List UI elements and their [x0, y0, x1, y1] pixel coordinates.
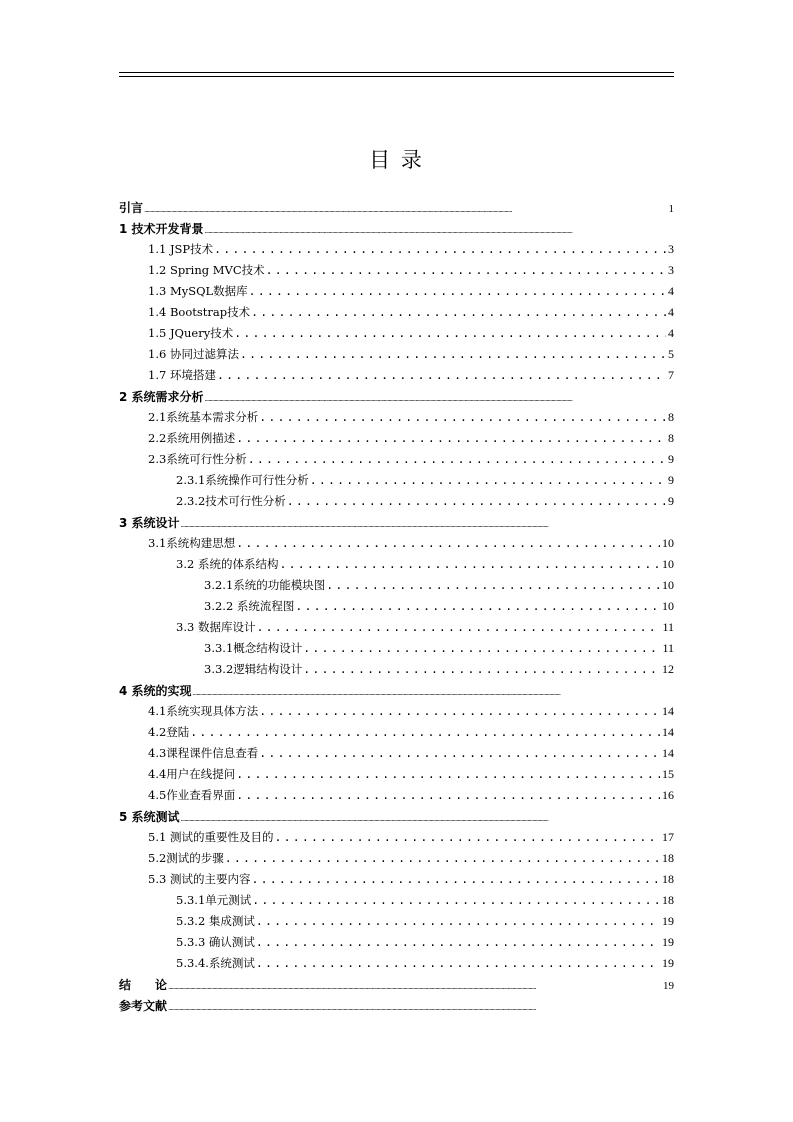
toc-entry-5-3-2[interactable] [176, 913, 674, 929]
toc-entry-5-2[interactable] [148, 850, 674, 866]
toc-entry-label: 4.1系统实现具体方法 [148, 704, 259, 718]
leader-dots [251, 872, 660, 886]
leader-dots [274, 830, 660, 844]
toc-entry-2-3-2[interactable] [176, 493, 674, 509]
toc-entry-1-6[interactable] [148, 346, 674, 362]
leader-dots [236, 788, 660, 802]
leader-dots [236, 536, 660, 550]
leader-dots [217, 368, 666, 382]
leader-dots [205, 395, 672, 403]
toc-entry-page: 17 [662, 830, 674, 844]
leader-dots [234, 326, 666, 340]
toc-entry-label: 1.5 JQuery技术 [148, 326, 234, 340]
toc-entry-label: 5.3.3 确认测试 [176, 935, 255, 949]
leader-dots [190, 725, 660, 739]
toc-entry-page: 19 [662, 956, 674, 970]
toc-entry-label: 3.2.1系统的功能模块图 [204, 578, 326, 592]
toc-entry-label: 5.3 测试的主要内容 [148, 872, 251, 886]
leader-dots [249, 284, 666, 298]
toc-entry-label: 5.2测试的步骤 [148, 851, 224, 865]
toc-entry-label: 4.2登陆 [148, 725, 190, 739]
toc-entry-4-5[interactable] [148, 787, 674, 803]
toc-entry-page: 11 [662, 641, 674, 655]
toc-entry-2-2[interactable] [148, 430, 674, 446]
toc-entry-label: 1.3 MySQL数据库 [148, 284, 248, 298]
toc-entry-page: 8 [668, 410, 674, 424]
toc-entry-page: 10 [662, 536, 674, 550]
leader-dots [256, 620, 660, 634]
toc-entry-page: 10 [662, 578, 674, 592]
toc-entry-page: 19 [662, 935, 674, 949]
toc-entry-page: 7 [668, 368, 674, 382]
toc-entry-5-3[interactable] [148, 871, 674, 887]
toc-entry-1-7[interactable] [148, 367, 674, 383]
leader-dots [236, 767, 660, 781]
leader-dots [181, 521, 672, 529]
toc-entry-label: 3 系统设计 [119, 516, 180, 530]
toc-entry-label: 5.3.2 集成测试 [176, 914, 255, 928]
leader-dots [287, 494, 666, 508]
toc-entry-page: 3 [668, 263, 674, 277]
toc-entry-label: 3.3.2逻辑结构设计 [204, 662, 303, 676]
toc-entry-page: 5 [668, 347, 674, 361]
toc-entry-page: 19 [662, 914, 674, 928]
toc-entry-page: 12 [662, 662, 674, 676]
leader-dots [205, 227, 672, 235]
toc-entry-page: 4 [668, 326, 674, 340]
toc-entry-page: 9 [668, 452, 674, 466]
toc-entry-chapter-3[interactable] [119, 514, 674, 531]
toc-entry-3-2-1[interactable] [204, 577, 674, 593]
leader-dots [252, 893, 660, 907]
toc-entry-2-3-1[interactable] [176, 472, 674, 488]
leader-dots [256, 956, 660, 970]
leader-dots [295, 599, 660, 613]
toc-entry-page: 18 [662, 893, 674, 907]
toc-entry-label: 3.2 系统的体系结构 [176, 557, 279, 571]
toc-entry-4-3[interactable] [148, 745, 674, 761]
toc-entry-label: 1.6 协同过滤算法 [148, 347, 239, 361]
header-rule-top [119, 72, 674, 73]
toc-entry-label: 4.3课程课件信息查看 [148, 746, 259, 760]
toc-entry-label: 1.7 环境搭建 [148, 368, 216, 382]
toc-entry-3-3[interactable] [176, 619, 674, 635]
leader-dots [259, 704, 660, 718]
toc-entry-page: 11 [662, 620, 674, 634]
toc-entry-5-3-1[interactable] [176, 892, 674, 908]
leader-dots [168, 1004, 672, 1012]
leader-dots [326, 578, 660, 592]
toc-entry-1-1[interactable] [148, 241, 674, 257]
toc-entry-page: 18 [662, 851, 674, 865]
toc-entry-label: 3.1系统构建思想 [148, 536, 236, 550]
toc-entry-references[interactable] [119, 997, 674, 1014]
toc-entry-label: 5.3.1单元测试 [176, 893, 252, 907]
toc-entry-4-1[interactable] [148, 703, 674, 719]
toc-entry-1-2[interactable] [148, 262, 674, 278]
toc-entry-label: 1.2 Spring MVC技术 [148, 263, 265, 277]
toc-entry-3-2-2[interactable] [204, 598, 674, 614]
toc-entry-page: 4 [668, 284, 674, 298]
leader-dots [266, 263, 666, 277]
toc-entry-page: 10 [662, 557, 674, 571]
leader-dots [214, 242, 666, 256]
toc-entry-3-3-1[interactable] [204, 640, 674, 656]
toc-entry-label: 1 技术开发背景 [119, 222, 204, 236]
toc-entry-label: 2.3.1系统操作可行性分析 [176, 473, 309, 487]
header-rule-bottom [119, 76, 674, 77]
toc-entry-page: 1 [668, 203, 674, 215]
leader-dots [259, 746, 660, 760]
toc-entry-3-2[interactable] [176, 556, 674, 572]
leader-dots [259, 410, 666, 424]
toc-entry-chapter-5[interactable] [119, 808, 674, 825]
toc-entry-label: 5.3.4.系统测试 [176, 956, 255, 970]
toc-entry-chapter-4[interactable] [119, 682, 674, 699]
toc-entry-chapter-2[interactable] [119, 388, 674, 405]
toc-entry-label: 结 论 [119, 978, 168, 992]
leader-dots [236, 431, 666, 445]
toc-entry-page: 9 [668, 494, 674, 508]
toc-entry-label: 5.1 测试的重要性及目的 [148, 830, 274, 844]
toc-entry-1-4[interactable] [148, 304, 674, 320]
toc-entry-chapter-1[interactable] [119, 220, 674, 237]
leader-dots [251, 305, 666, 319]
toc-entry-page: 10 [662, 599, 674, 613]
leader-dots [303, 641, 660, 655]
toc-entry-label: 参考文献 [119, 999, 168, 1013]
toc-entry-label: 4.5作业查看界面 [148, 788, 236, 802]
toc-entry-page: 14 [662, 704, 674, 718]
toc-entry-label: 3.2.2 系统流程图 [204, 599, 295, 613]
toc-entry-page: 14 [662, 725, 674, 739]
toc-entry-1-5[interactable] [148, 325, 674, 341]
toc-entry-label: 4 系统的实现 [119, 684, 192, 698]
toc-entry-label: 2.3.2技术可行性分析 [176, 494, 286, 508]
toc-entry-label: 5 系统测试 [119, 810, 180, 824]
toc-entry-page: 3 [668, 242, 674, 256]
toc-entry-3-3-2[interactable] [204, 661, 674, 677]
toc-entry-5-3-3[interactable] [176, 934, 674, 950]
leader-dots [279, 557, 660, 571]
toc-entry-page: 4 [668, 305, 674, 319]
toc-entry-page: 14 [662, 746, 674, 760]
leader-dots [248, 452, 666, 466]
leader-dots [168, 983, 661, 991]
toc-title: 目 录 [369, 148, 424, 172]
toc-entry-5-3-4[interactable] [176, 955, 674, 971]
leader-dots [181, 815, 672, 823]
toc-entry-page: 9 [668, 473, 674, 487]
leader-dots [144, 206, 666, 214]
toc-entry-label: 2.1系统基本需求分析 [148, 410, 259, 424]
toc-entry-label: 3.3.1概念结构设计 [204, 641, 303, 655]
leader-dots [256, 935, 660, 949]
leader-dots [240, 347, 666, 361]
toc-entry-label: 2.2系统用例描述 [148, 431, 236, 445]
toc-entry-4-4[interactable] [148, 766, 674, 782]
toc-entry-page: 19 [663, 980, 674, 992]
toc-entry-2-3[interactable] [148, 451, 674, 467]
toc-entry-page: 16 [662, 788, 674, 802]
toc-entry-2-1[interactable] [148, 409, 674, 425]
leader-dots [303, 662, 660, 676]
toc-entry-4-2[interactable] [148, 724, 674, 740]
leader-dots [310, 473, 666, 487]
leader-dots [256, 914, 660, 928]
leader-dots [225, 851, 660, 865]
toc-entry-label: 3.3 数据库设计 [176, 620, 256, 634]
toc-entry-label: 引言 [119, 201, 144, 215]
toc-entry-label: 1.4 Bootstrap技术 [148, 305, 251, 319]
toc-entry-3-1[interactable] [148, 535, 674, 551]
toc-entry-5-1[interactable] [148, 829, 674, 845]
toc-entry-intro[interactable] [119, 199, 674, 216]
toc-entry-page: 18 [662, 872, 674, 886]
toc-entry-label: 1.1 JSP技术 [148, 242, 214, 256]
toc-entry-label: 2 系统需求分析 [119, 390, 204, 404]
toc-entry-label: 4.4用户在线提问 [148, 767, 236, 781]
toc-entry-page: 8 [668, 431, 674, 445]
toc-entry-label: 2.3系统可行性分析 [148, 452, 247, 466]
leader-dots [193, 689, 672, 697]
toc-entry-page: 15 [662, 767, 674, 781]
toc-entry-conclusion[interactable] [119, 976, 674, 993]
toc-entry-1-3[interactable] [148, 283, 674, 299]
